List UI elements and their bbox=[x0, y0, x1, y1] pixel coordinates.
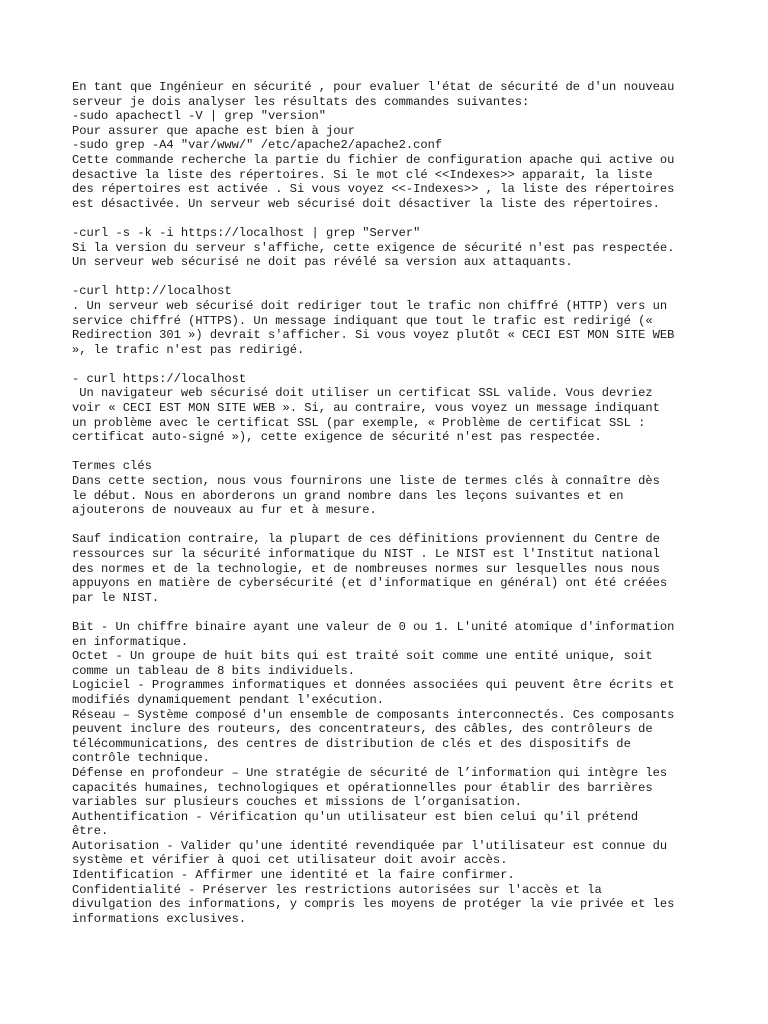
text-line: Redirection 301 ») devrait s'afficher. Si vous voyez plutôt « CECI EST MON SITE WEB bbox=[72, 328, 675, 343]
text-line: En tant que Ingénieur en sécurité , pour evaluer l'état de sécurité de d'un nouveau bbox=[72, 80, 675, 94]
text-line: Authentification - Vérification qu'un utilisateur est bien celui qu'il prétend bbox=[72, 809, 639, 824]
text-line: », le trafic n'est pas redirigé. bbox=[72, 342, 305, 357]
text-paragraph bbox=[72, 80, 712, 211]
text-line: divulgation des informations, y compris les moyens de protéger la vie privée et les bbox=[72, 897, 675, 912]
text-line: ressources sur la sécurité informatique du NIST . Le NIST est l'Institut national bbox=[72, 547, 660, 561]
text-line: service chiffré (HTTPS). Un message indiquant que tout le trafic est redirigé (« bbox=[72, 313, 653, 328]
text-line: serveur je dois analyser les résultats des commandes suivantes: bbox=[72, 94, 530, 109]
text-line: est désactivée. Un serveur web sécurisé doit désactiver la liste des répertoires. bbox=[72, 196, 660, 211]
text-line: télécommunications, des centres de distribution de clés et des dispositifs de bbox=[72, 736, 631, 751]
text-line: Défense en profondeur – Une stratégie de sécurité de l’information qui intègre les bbox=[72, 765, 668, 780]
text-line: -sudo apachectl -V | grep "version" bbox=[72, 109, 327, 124]
text-line: certificat auto-signé »), cette exigence de sécurité n'est pas respectée. bbox=[72, 430, 602, 445]
text-paragraph bbox=[72, 532, 712, 605]
text-paragraph bbox=[72, 620, 712, 926]
text-line: desactive la liste des répertoires. Si le mot clé <<Indexes>> apparait, la liste bbox=[72, 167, 653, 182]
text-line: variables sur plusieurs couches et missions de l’organisation. bbox=[72, 795, 522, 810]
text-line: Cette commande recherche la partie du fichier de configuration apache qui active ou bbox=[72, 152, 675, 167]
text-paragraph bbox=[72, 372, 712, 445]
text-line: . Un serveur web sécurisé doit rediriger tout le trafic non chiffré (HTTP) vers un bbox=[72, 298, 668, 313]
text-line: Bit - Un chiffre binaire ayant une valeur de 0 ou 1. L'unité atomique d'information bbox=[72, 619, 675, 634]
text-line: ajouterons de nouveaux au fur et à mesure. bbox=[72, 503, 377, 518]
text-paragraph bbox=[72, 459, 712, 517]
text-line: Confidentialité - Préserver les restrictions autorisées sur l'accès et la bbox=[72, 882, 602, 897]
text-line: Un serveur web sécurisé ne doit pas révélé sa version aux attaquants. bbox=[72, 255, 573, 270]
text-line: -curl -s -k -i https://localhost | grep "Server" bbox=[72, 225, 421, 240]
text-line: être. bbox=[72, 824, 109, 839]
text-line: -sudo grep -A4 "var/www/" /etc/apache2/apache2.conf bbox=[72, 138, 443, 153]
text-line: par le NIST. bbox=[72, 590, 160, 605]
text-line: contrôle technique. bbox=[72, 751, 210, 766]
text-line: Réseau – Système composé d'un ensemble de composants interconnectés. Ces composants bbox=[72, 707, 675, 722]
text-line: Termes clés bbox=[72, 459, 152, 474]
text-line: le début. Nous en aborderons un grand nombre dans les leçons suivantes et en bbox=[72, 488, 624, 503]
text-line: Un navigateur web sécurisé doit utiliser un certificat SSL valide. Vous devriez bbox=[72, 386, 653, 401]
text-line: un problème avec le certificat SSL (par exemple, « Problème de certificat SSL : bbox=[72, 415, 646, 430]
text-line: - curl https://localhost bbox=[72, 371, 247, 386]
text-line: des normes et de la technologie, et de nombreuses normes sur lesquelles nous nous bbox=[72, 561, 660, 576]
text-paragraph bbox=[72, 226, 712, 270]
text-line: Logiciel - Programmes informatiques et données associées qui peuvent être écrits et bbox=[72, 678, 675, 693]
text-line: informations exclusives. bbox=[72, 911, 247, 926]
text-line: comme un tableau de 8 bits individuels. bbox=[72, 663, 356, 678]
text-line: peuvent inclure des routeurs, des concentrateurs, des câbles, des contrôleurs de bbox=[72, 722, 653, 737]
document-page bbox=[72, 80, 712, 941]
text-line: des répertoires est activée . Si vous voyez <<-Indexes>> , la liste des répertoires bbox=[72, 182, 675, 197]
text-line: modifiés dynamiquement pendant l'exécution. bbox=[72, 692, 385, 707]
text-line: -curl http://localhost bbox=[72, 284, 232, 299]
text-line: Identification - Affirmer une identité et la faire confirmer. bbox=[72, 868, 515, 883]
text-line: Octet - Un groupe de huit bits qui est traité soit comme une entité unique, soit bbox=[72, 649, 653, 664]
text-line: Si la version du serveur s'affiche, cette exigence de sécurité n'est pas respectée. bbox=[72, 240, 675, 255]
text-line: Pour assurer que apache est bien à jour bbox=[72, 123, 356, 138]
text-line: système et vérifier à quoi cet utilisateur doit avoir accès. bbox=[72, 853, 508, 868]
text-line: capacités humaines, technologiques et opérationnelles pour établir des barrières bbox=[72, 780, 653, 795]
text-line: Dans cette section, nous vous fournirons une liste de termes clés à connaître dès bbox=[72, 474, 660, 489]
text-line: en informatique. bbox=[72, 634, 189, 649]
text-line: voir « CECI EST MON SITE WEB ». Si, au contraire, vous voyez un message indiquant bbox=[72, 401, 660, 416]
text-paragraph bbox=[72, 284, 712, 357]
text-line: appuyons en matière de cybersécurité (et d'informatique en général) ont été créées bbox=[72, 576, 668, 591]
text-line: Sauf indication contraire, la plupart de ces définitions proviennent du Centre de bbox=[72, 532, 660, 547]
text-line: Autorisation - Valider qu'une identité revendiquée par l'utilisateur est connue du bbox=[72, 838, 668, 853]
